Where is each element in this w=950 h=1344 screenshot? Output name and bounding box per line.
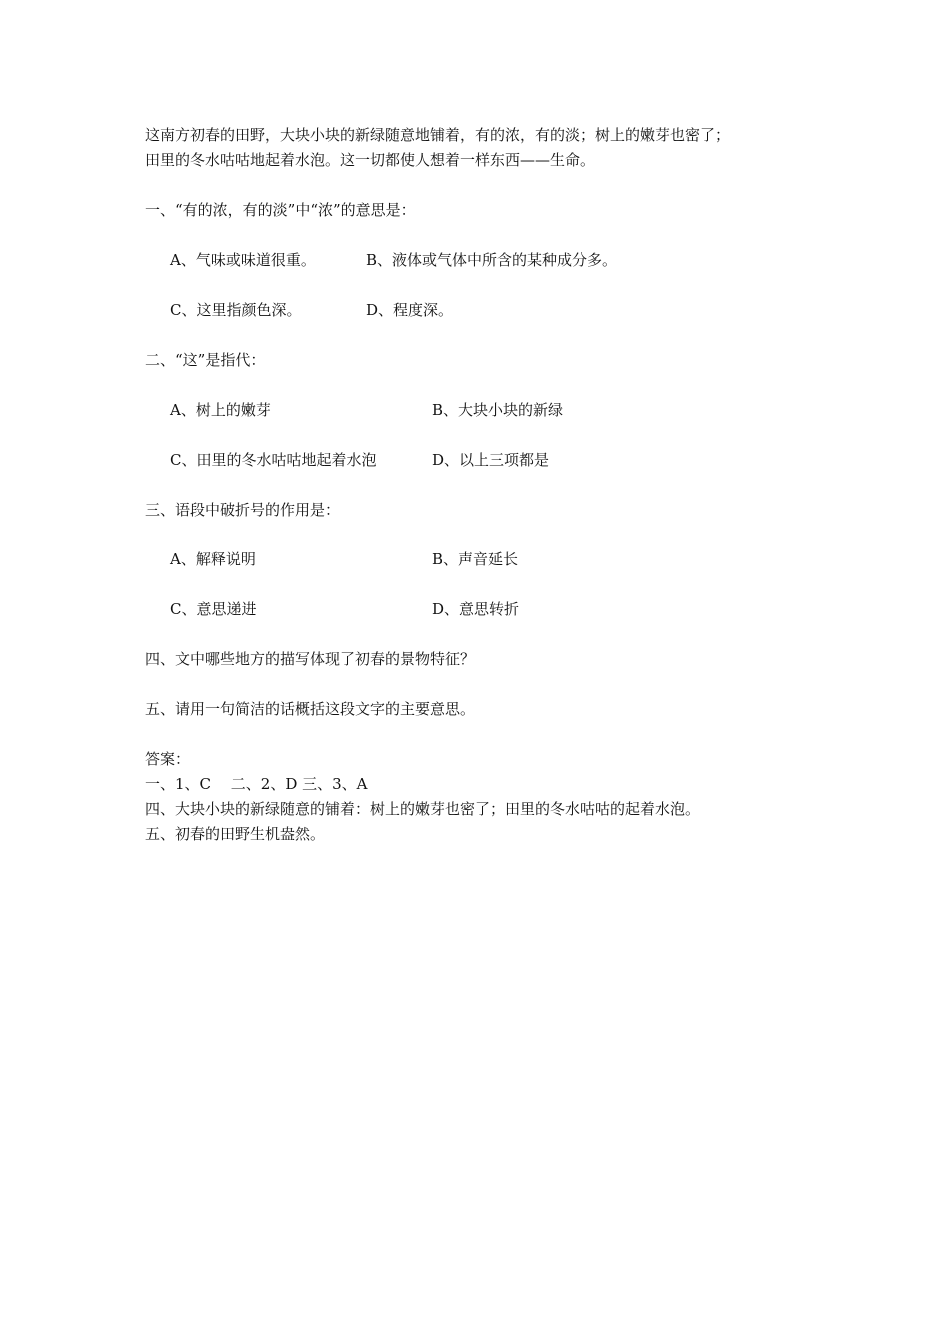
question-1-option-d: D、程度深。 (366, 301, 454, 319)
question-2-prompt: 二、“这”是指代： (145, 351, 266, 369)
question-4-prompt: 四、文中哪些地方的描写体现了初春的景物特征？ (145, 650, 476, 668)
passage-line-1: 这南方初春的田野，大块小块的新绿随意地铺着，有的浓，有的淡；树上的嫩芽也密了； (145, 126, 731, 144)
answers-line-3: 五、初春的田野生机盎然。 (145, 825, 326, 843)
question-1-prompt: 一、“有的浓，有的淡”中“浓”的意思是： (145, 201, 416, 219)
question-1-option-c: C、这里指颜色深。 (170, 301, 302, 319)
question-3-option-a: A、解释说明 (170, 550, 256, 568)
question-2-option-a: A、树上的嫩芽 (170, 401, 271, 419)
question-3-prompt: 三、语段中破折号的作用是： (145, 501, 341, 519)
question-3-option-d: D、意思转折 (432, 600, 520, 618)
question-2-option-b: B、大块小块的新绿 (432, 401, 564, 419)
question-5-prompt: 五、请用一句简洁的话概括这段文字的主要意思。 (145, 700, 476, 718)
question-3-option-b: B、声音延长 (432, 550, 519, 568)
passage-line-2: 田里的冬水咕咕地起着水泡。这一切都使人想着一样东西——生命。 (145, 151, 596, 169)
answers-heading: 答案： (145, 750, 191, 768)
question-1-option-b: B、液体或气体中所含的某种成分多。 (366, 251, 618, 269)
question-3-option-c: C、意思递进 (170, 600, 257, 618)
question-2-option-c: C、田里的冬水咕咕地起着水泡 (170, 451, 377, 469)
question-2-option-d: D、以上三项都是 (432, 451, 550, 469)
answers-line-1: 一、1、C 二、2、D 三、3、A (145, 775, 368, 793)
answers-line-2: 四、大块小块的新绿随意的铺着：树上的嫩芽也密了；田里的冬水咕咕的起着水泡。 (145, 800, 701, 818)
question-1-option-a: A、气味或味道很重。 (170, 251, 316, 269)
